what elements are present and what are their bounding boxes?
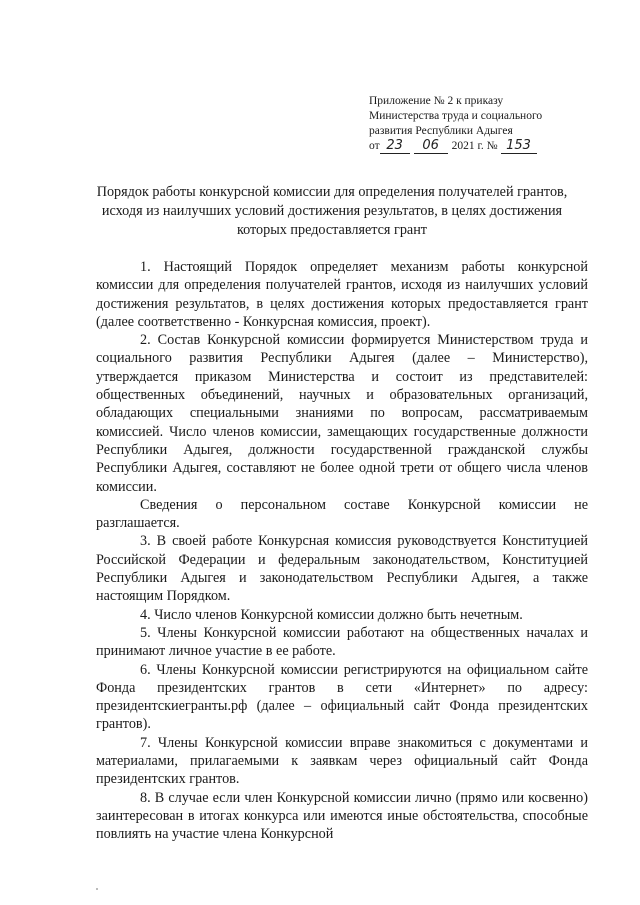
paragraph-7: 7. Члены Конкурсной комиссии вправе знакомиться с документами и материалами, прилагаемыми к заявкам через официальный сайт Фонда президентских грантов. <box>96 734 588 788</box>
paragraph-1: 1. Настоящий Порядок определяет механизм работы конкурсной комиссии для определения получателей грантов, исходя из наилучших условий достижения результатов, в целях достижения которых предоставляется грант (далее соответственно - Конкурсная комиссия, проект). <box>96 259 588 330</box>
paragraph-8: 8. В случае если член Конкурсной комиссии лично (прямо или косвенно) заинтересован в итогах конкурса или имеются иные обстоятельства, способные повлиять на участие члена Конкурсной <box>96 789 588 843</box>
scan-speck <box>96 888 98 890</box>
appendix-date-line <box>369 139 599 154</box>
date-day: 23 <box>386 138 403 153</box>
paragraph-2-note: Сведения о персональном составе Конкурсной комиссии не разглашается. <box>96 496 588 532</box>
date-from-label: от <box>369 140 380 152</box>
date-year-number-label: 2021 г. № <box>451 140 498 152</box>
appendix-line-2: Министерства труда и социального <box>369 110 543 122</box>
appendix-line-1: Приложение № 2 к приказу <box>369 95 504 107</box>
paragraph-3: 3. В своей работе Конкурсная комиссия руководствуется Конституцией Российской Федерации и федеральным законодательством, Конституцией Республики Адыгея и законодательством Республики Адыгея, а также настоящим Порядком. <box>96 533 588 605</box>
paragraph-4: 4. Число членов Конкурсной комиссии должно быть нечетным. <box>140 606 523 623</box>
appendix-line-3: развития Республики Адыгея <box>369 125 513 137</box>
document-body <box>96 258 588 844</box>
order-number: 153 <box>506 138 531 153</box>
paragraph-5: 5. Члены Конкурсной комиссии работают на общественных началах и принимают личное участие в ее работе. <box>96 624 588 660</box>
date-month: 06 <box>422 138 439 153</box>
document-title: Порядок работы конкурсной комиссии для определения получателей грантов, исходя из наилучших условий достижения результатов, в целях достижения которых предоставляется грант <box>96 184 568 238</box>
paragraph-2: 2. Состав Конкурсной комиссии формируется Министерством труда и социального развития Республики Адыгея (далее – Министерство), утверждается приказом Министерства и состоит из представителей: общественных объединений, научных и образовательных организаций, обладающих специальными знаниями по вопросам, рассматриваемым комиссией. Число членов комиссии, замещающих государственные должности Республики Адыгея, должности государственной гражданской службы Республики Адыгея, составляют не более одной трети от общего числа членов комиссии. <box>96 332 588 495</box>
appendix-block <box>369 94 599 154</box>
paragraph-6: 6. Члены Конкурсной комиссии регистрируются на официальном сайте Фонда президентских грантов в сети «Интернет» по адресу: президентскиегранты.рф (далее – официальный сайт Фонда президентских грантов). <box>96 661 588 733</box>
